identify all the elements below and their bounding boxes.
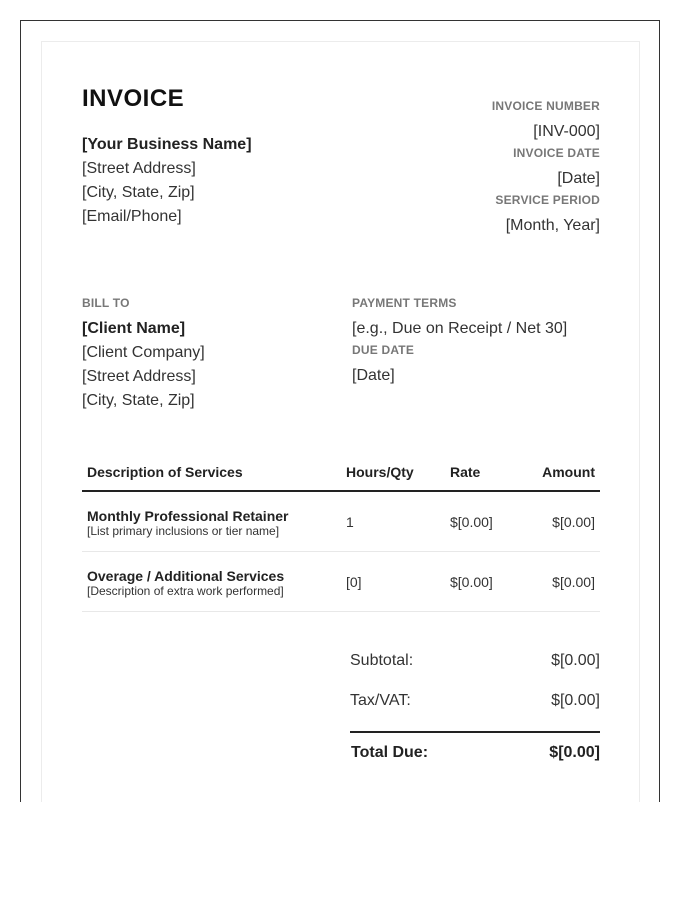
client-street: [Street Address] xyxy=(82,368,196,385)
total-due-label: Total Due: xyxy=(351,744,429,761)
payment-terms-value: [e.g., Due on Receipt / Net 30] xyxy=(352,320,568,337)
header-amount: Amount xyxy=(542,464,595,480)
row-subtitle: [List primary inclusions or tier name] xyxy=(87,524,280,538)
business-city: [City, State, Zip] xyxy=(82,184,195,201)
payment-terms-label: PAYMENT TERMS xyxy=(352,296,457,310)
row-qty: 1 xyxy=(346,514,354,530)
row-rate: $[0.00] xyxy=(450,514,493,530)
tax-label: Tax/VAT: xyxy=(350,692,411,709)
subtotal-value: $[0.00] xyxy=(551,652,600,669)
service-period-label: SERVICE PERIOD xyxy=(495,193,600,207)
total-divider xyxy=(350,731,600,733)
bill-to-label: BILL TO xyxy=(82,296,130,310)
row-title: Monthly Professional Retainer xyxy=(87,508,289,524)
business-contact: [Email/Phone] xyxy=(82,208,182,225)
business-name: [Your Business Name] xyxy=(82,136,252,153)
table-row xyxy=(82,492,600,552)
row-title: Overage / Additional Services xyxy=(87,568,285,584)
total-due-value: $[0.00] xyxy=(549,744,600,761)
subtotal-label: Subtotal: xyxy=(350,652,414,669)
row-amount: $[0.00] xyxy=(552,574,595,590)
invoice-number-label: INVOICE NUMBER xyxy=(491,99,600,113)
row-rate: $[0.00] xyxy=(450,574,493,590)
invoice-title: INVOICE xyxy=(82,85,185,112)
tax-value: $[0.00] xyxy=(551,692,600,709)
invoice-date-label: INVOICE DATE xyxy=(513,146,600,160)
table-row xyxy=(82,552,600,612)
client-name: [Client Name] xyxy=(82,320,186,337)
service-period-value: [Month, Year] xyxy=(505,217,600,234)
row-qty: [0] xyxy=(346,574,362,590)
business-street: [Street Address] xyxy=(82,160,196,177)
row-subtitle: [Description of extra work performed] xyxy=(87,584,284,598)
due-date-value: [Date] xyxy=(352,367,395,384)
header-qty: Hours/Qty xyxy=(346,464,414,480)
services-table xyxy=(82,452,600,612)
invoice-date-value: [Date] xyxy=(557,170,600,187)
client-city: [City, State, Zip] xyxy=(82,392,195,409)
table-header xyxy=(82,452,600,492)
header-description: Description of Services xyxy=(87,464,243,480)
due-date-label: DUE DATE xyxy=(352,343,415,357)
invoice-number-value: [INV-000] xyxy=(533,123,600,140)
header-rate: Rate xyxy=(450,464,481,480)
row-amount: $[0.00] xyxy=(552,514,595,530)
client-company: [Client Company] xyxy=(82,344,205,361)
